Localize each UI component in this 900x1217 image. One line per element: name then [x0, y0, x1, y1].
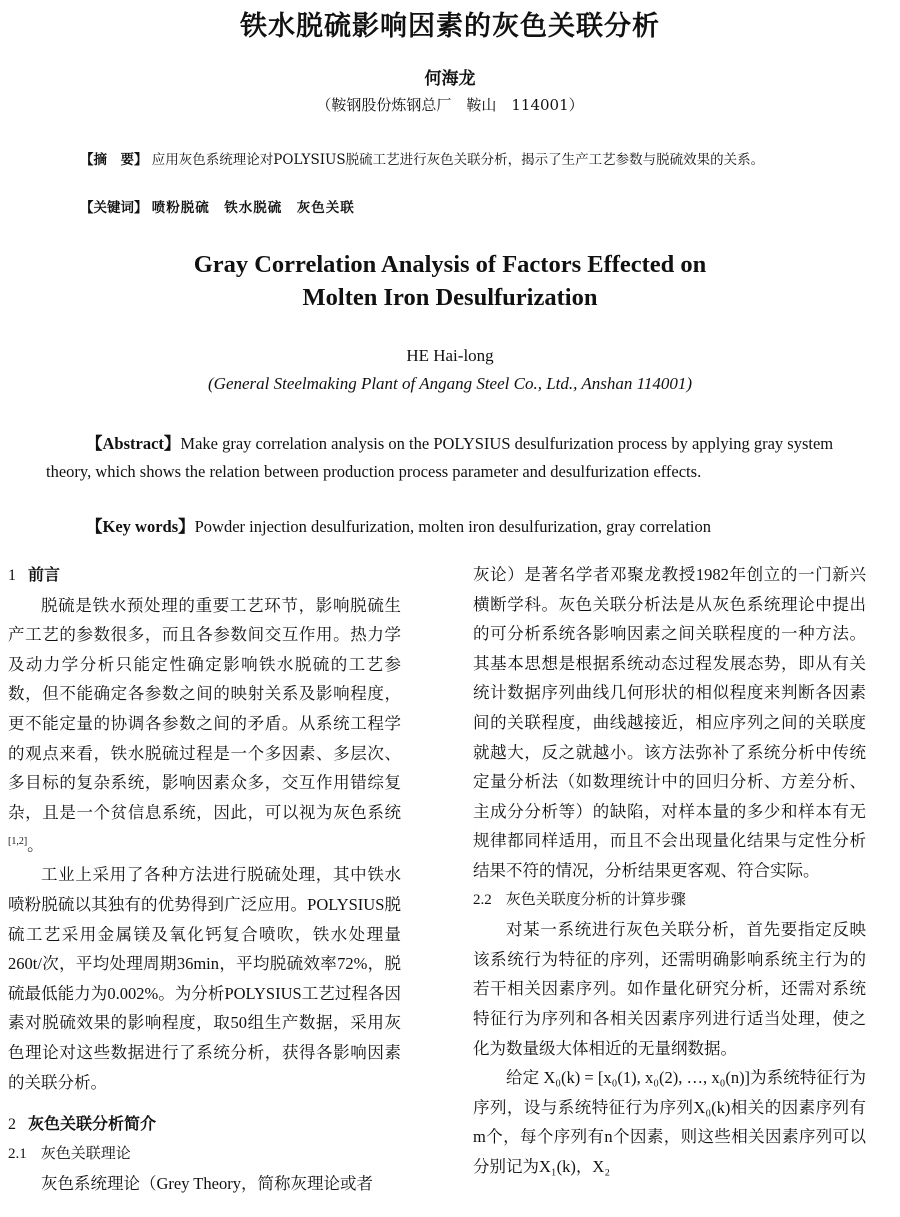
subsection-2-1-heading — [8, 1140, 401, 1170]
paragraph-sequence-definition: 给定 X₀(k) = [x₀(1), x₀(2), …, x₀(n)]为系统特征行为序列，设与系统特征行为序列X₀(k)相关的因素序列有m个，每个序列有n个因素，则这些相关因素序列可以分别记为X₁(k)，X₂ — [473, 1068, 866, 1176]
paragraph-intro-1-end: 。 — [27, 835, 44, 855]
right-column — [473, 560, 866, 1181]
section-2-heading — [8, 1109, 401, 1140]
paragraph-intro-1 — [8, 591, 401, 861]
chinese-abstract-text: 应用灰色系统理论对POLYSIUS脱硫工艺进行灰色关联分析，揭示了生产工艺参数与脱硫效果的关系。 — [151, 152, 765, 168]
paragraph-intro-1-text: 脱硫是铁水预处理的重要工艺环节，影响脱硫生产工艺的参数很多，而且各参数间交互作用。热力学及动力学分析只能定性确定影响铁水脱硫的工艺参数，但不能确定各参数之间的映射关系及影响程度，更不能定量的协调各参数之间的矛盾。从系统工程学的观点来看，铁水脱硫过程是一个多因素、多层次、多目标的复杂系统，影响因素众多，交互作用错综复杂，且是一个贫信息系统，因此，可以视为灰色系统 — [8, 595, 401, 822]
english-keywords-text: Powder injection desulfurization, molten iron desulfurization, gray correlation — [194, 517, 712, 536]
chinese-abstract-label: 【摘 要】 — [80, 152, 148, 168]
spacer — [8, 1097, 401, 1109]
subsection-2-2-title: 灰色关联度分析的计算步骤 — [505, 891, 686, 908]
citation-ref: [1,2] — [8, 836, 28, 848]
section-2-title: 灰色关联分析简介 — [28, 1114, 157, 1134]
section-1-title: 前言 — [28, 565, 61, 584]
chinese-keywords — [48, 196, 868, 221]
left-column — [8, 560, 401, 1199]
english-affiliation: (General Steelmaking Plant of Angang Steel Co., Ltd., Anshan 114001) — [208, 374, 692, 393]
paragraph-grey-theory: 灰色系统理论（Grey Theory，简称灰理论或者 — [41, 1174, 373, 1194]
paragraph-steps: 对某一系统进行灰色关联分析，首先要指定反映该系统行为特征的序列，还需明确影响系统主行为的若干相关因素序列。如作量化研究分析，还需对系统特征行为序列和各相关因素序列进行适当处理，使之化为数量级大体相近的无量纲数据。 — [473, 920, 866, 1058]
english-author: HE Hai-long — [406, 346, 494, 365]
chinese-author: 何海龙 — [424, 69, 476, 89]
english-title-line-1: Gray Correlation Analysis of Factors Effected on — [193, 251, 707, 278]
subsection-2-2-number: 2.2 — [473, 891, 492, 908]
english-abstract-label: 【Abstract】 — [86, 434, 181, 453]
chinese-abstract — [48, 148, 868, 173]
chinese-title: 铁水脱硫影响因素的灰色关联分析 — [240, 11, 660, 42]
english-abstract — [46, 430, 862, 485]
english-title — [40, 248, 860, 314]
subsection-2-2-heading — [473, 886, 866, 916]
english-keywords-label: 【Key words】 — [86, 517, 195, 536]
chinese-keywords-label: 【关键词】 — [80, 200, 148, 216]
english-keywords — [46, 513, 862, 540]
section-1-heading — [8, 560, 401, 591]
section-2-number: 2 — [8, 1116, 16, 1134]
chinese-keywords-text: 喷粉脱硫 铁水脱硫 灰色关联 — [151, 200, 355, 216]
english-title-line-2: Molten Iron Desulfurization — [302, 284, 598, 311]
subsection-2-1-number: 2.1 — [8, 1145, 27, 1162]
subsection-2-1-title: 灰色关联理论 — [40, 1145, 131, 1162]
section-1-number: 1 — [8, 567, 16, 584]
english-abstract-text: Make gray correlation analysis on the POLYSIUS desulfurization process by applying gray system theory, which shows the relation between production process parameter and desulfurization effects. — [46, 434, 834, 481]
paragraph-intro-2: 工业上采用了各种方法进行脱硫处理，其中铁水喷粉脱硫以其独有的优势得到广泛应用。POLYSIUS脱硫工艺采用金属镁及氧化钙复合喷吹，铁水处理量260t/次，平均处理周期36min，平均脱硫效率72%，脱硫最低能力为0.002%。为分析POLYSIUS工艺过程各因素对脱硫效果的影响程度，取50组生产数据，采用灰色理论对这些数据进行了系统分析，获得各影响因素的关联分析。 — [8, 865, 401, 1092]
chinese-affiliation: （鞍钢股份炼钢总厂 鞍山 114001） — [316, 96, 584, 114]
paragraph-grey-theory-cont: 灰论）是著名学者邓聚龙教授1982年创立的一门新兴横断学科。灰色关联分析法是从灰色系统理论中提出的可分析系统各影响因素之间关联程度的一种方法。其基本思想是根据系统动态过程发展态势，即从有关统计数据序列曲线几何形状的相似程度来判断各因素间的关联程度，曲线越接近，相应序列之间的关联度就越大，反之就越小。该方法弥补了系统分析中传统定量分析法（如数理统计中的回归分析、方差分析、主成分分析等）的缺陷，对样本量的多少和样本有无规律都同样适用，而且不会出现量化结果与定性分析结果不符的情况，分析结果更客观、符合实际。 — [473, 565, 866, 880]
